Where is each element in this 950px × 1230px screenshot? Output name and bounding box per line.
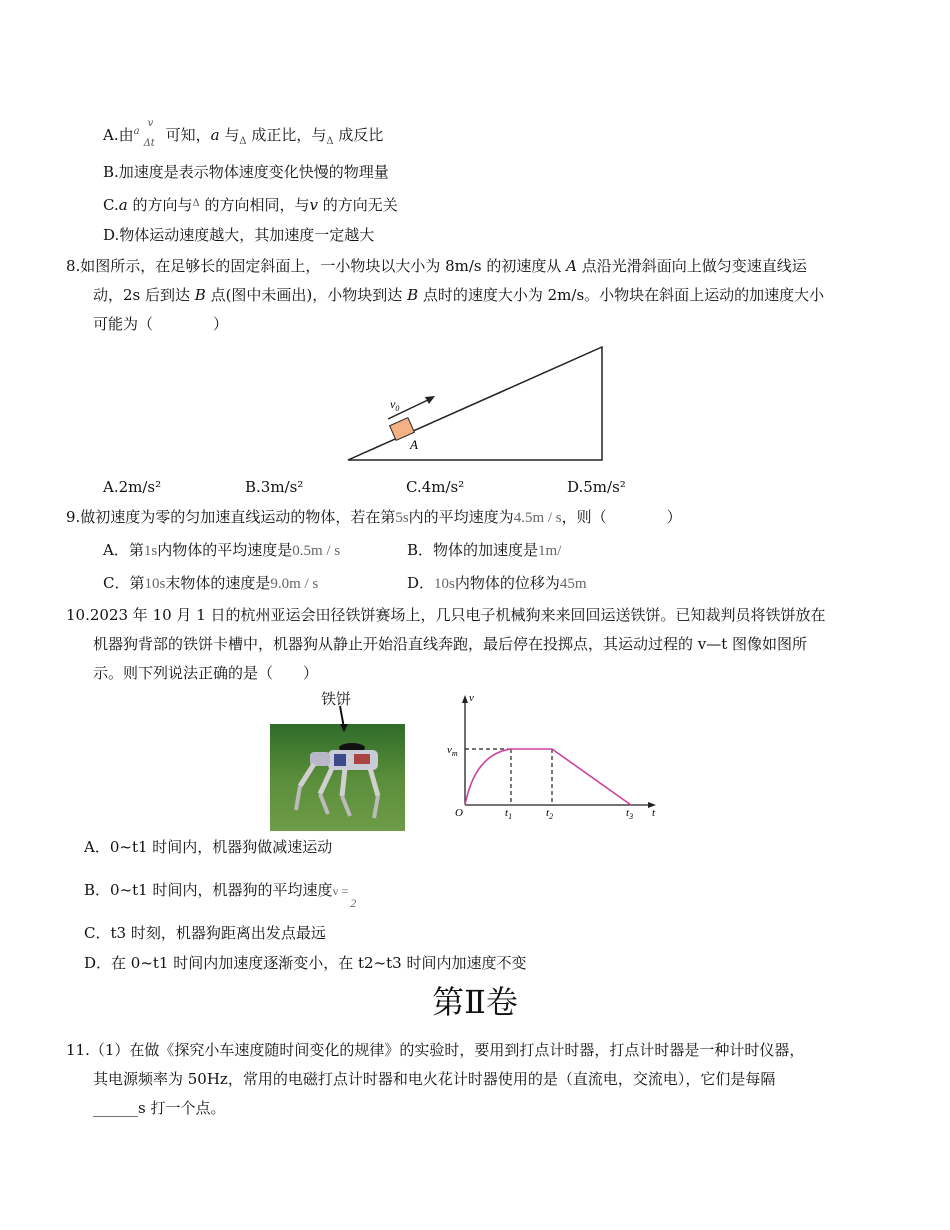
v-axis-arrow	[462, 695, 468, 703]
incline-figure	[340, 340, 610, 465]
q10-option-c: C．t3 时刻，机器狗距离出发点最远	[84, 924, 326, 942]
q8-option-d: D.5m/s²	[567, 478, 626, 496]
label-vm: $v_m$	[447, 744, 458, 758]
q10-stem-line3: 示。则下列说法正确的是（ ）	[93, 664, 319, 682]
q8-option-a: A.2m/s²	[103, 478, 162, 496]
q9-option-a: A．第1s内物体的平均速度是0.5m / s	[103, 541, 341, 559]
q11-line3: ______s 打一个点。	[93, 1099, 226, 1117]
q10-stem-line1: 10.2023 年 10 月 1 日的杭州亚运会田径铁饼赛场上，几只电子机械狗来来回回运送铁饼。已知裁判员将铁饼放在	[66, 606, 826, 624]
q8-stem-line1: 8.如图所示，在足够长的固定斜面上，一小物块以大小为 8m/s 的初速度从 A 点沿光滑斜面向上做匀变速直线运	[66, 257, 807, 275]
q10-option-d: D．在 0~t1 时间内加速度逐渐变小，在 t2~t3 时间内加速度不变	[84, 954, 527, 972]
section-title: 第Ⅱ卷	[432, 983, 518, 1021]
q9-option-b: B．物体的加速度是1m/	[407, 541, 562, 559]
label-v0: $v_0$	[390, 397, 400, 413]
label-a: A	[410, 437, 418, 452]
q10-stem-line2: 机器狗背部的铁饼卡槽中，机器狗从静止开始沿直线奔跑，最后停在投掷点，其运动过程的 v—t 图像如图所	[93, 635, 808, 653]
photo-label: 铁饼	[321, 690, 352, 708]
q10-option-a: A．0~t1 时间内，机器狗做减速运动	[84, 838, 333, 856]
vt-curve	[465, 749, 631, 805]
q7-option-d: D.物体运动速度越大，其加速度一定越大	[103, 226, 375, 244]
robot-dog-photo	[270, 700, 405, 837]
vt-graph	[445, 690, 660, 822]
q10-option-b: B．0~t1 时间内，机器狗的平均速度$v =_2$	[84, 881, 357, 910]
label-t3: $t_3$	[626, 807, 634, 821]
q11-line2: 其电源频率为 50Hz，常用的电磁打点计时器和电火花计时器使用的是（直流电，交流电），它们是每隔	[93, 1070, 776, 1088]
q7-option-a: A.由$^a$ v Δt 可知，a 与$_\Delta$ 成正比，与$_\Delta$ 成反比	[103, 118, 384, 149]
label-t2: $t_2$	[546, 807, 554, 821]
label-t: t	[652, 807, 656, 819]
q8-option-c: C.4m/s²	[406, 478, 465, 496]
q8-stem-line2: 动，2s 后到达 B 点(图中未画出)，小物块到达 B 点时的速度大小为 2m/s。小物块在斜面上运动的加速度大小	[93, 286, 825, 304]
q7-option-b: B.加速度是表示物体速度变化快慢的物理量	[103, 163, 389, 181]
q7-option-c: C.a 的方向与$^\Delta$ 的方向相同，与v 的方向无关	[103, 196, 398, 214]
incline-triangle	[348, 347, 602, 460]
q8-option-b: B.3m/s²	[245, 478, 304, 496]
q8-stem-line3: 可能为（ ）	[93, 315, 229, 333]
label-t1: $t_1$	[505, 807, 513, 821]
label-origin: O	[455, 807, 463, 819]
q9-option-c: C．第10s末物体的速度是9.0m / s	[103, 574, 319, 592]
q9-stem: 9.做初速度为零的匀加速直线运动的物体，若在第5s内的平均速度为4.5m / s，则（ ）	[66, 508, 682, 526]
label-v: v	[469, 692, 474, 704]
q11-line1: 11.（1）在做《探究小车速度随时间变化的规律》的实验时，要用到打点计时器，打点计时器是一种计时仪器，	[66, 1041, 805, 1059]
q9-option-d: D．10s内物体的位移为45m	[407, 574, 587, 592]
